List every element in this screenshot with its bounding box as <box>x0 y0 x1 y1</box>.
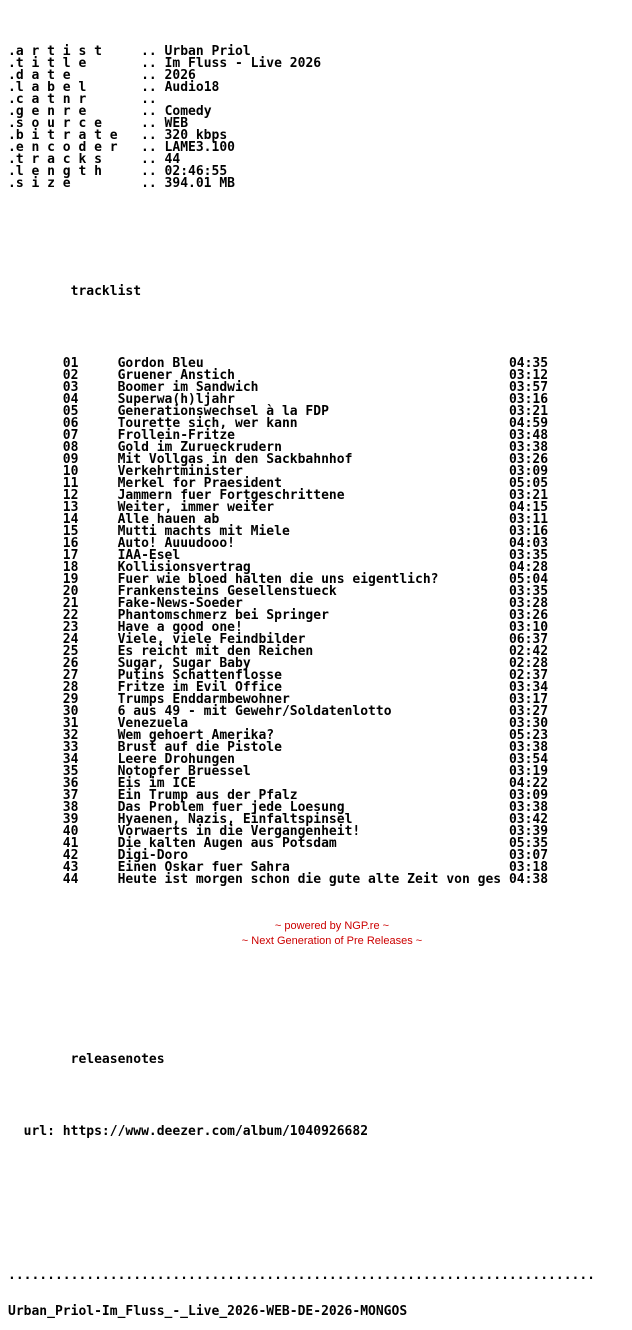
track-duration: 03:34 <box>508 680 549 695</box>
track-number: 44 <box>62 872 79 887</box>
track-number: 39 <box>62 812 79 827</box>
track-title: Putins Schattenflosse <box>117 668 282 683</box>
track-title: Vorwaerts in die Vergangenheit! <box>117 824 361 839</box>
track-number: 27 <box>62 668 79 683</box>
info-key: .e n c o d e r <box>8 140 118 155</box>
info-key: .c a t n r <box>8 92 87 107</box>
info-value: LAME3.100 <box>164 140 235 155</box>
track-duration: 03:16 <box>508 392 549 407</box>
track-title: Sugar, Sugar Baby <box>117 656 251 671</box>
track-duration: 02:42 <box>508 644 549 659</box>
info-row: .l a b e l .. Audio18 <box>8 80 220 95</box>
track-title: Merkel for Praesident <box>117 476 282 491</box>
track-duration: 03:07 <box>508 848 549 863</box>
track-duration: 03:57 <box>508 380 549 395</box>
info-row: .a r t i s t .. Urban Priol <box>8 44 251 59</box>
track-title: Jammern fuer Fortgeschrittene <box>117 488 345 503</box>
track-title: Auto! Auuudooo! <box>117 536 235 551</box>
info-value: WEB <box>164 116 189 131</box>
track-number: 13 <box>62 500 79 515</box>
track-number: 32 <box>62 728 79 743</box>
track-title: Verkehrtminister <box>117 464 243 479</box>
track-duration: 03:11 <box>508 512 549 527</box>
track-number: 33 <box>62 740 79 755</box>
info-row: .s i z e .. 394.01 MB <box>8 176 235 191</box>
track-duration: 03:18 <box>508 860 549 875</box>
info-key: .d a t e <box>8 68 71 83</box>
track-title: Fritze im Evil Office <box>117 680 282 695</box>
separator-line: ........................................................................... <box>8 1268 595 1283</box>
track-title: Weiter, immer weiter <box>117 500 275 515</box>
track-number: 36 <box>62 776 79 791</box>
track-number: 05 <box>62 404 79 419</box>
info-value: 2026 <box>164 68 196 83</box>
track-duration: 04:22 <box>508 776 549 791</box>
track-title: Viele, viele Feindbilder <box>117 632 306 647</box>
track-title: Generationswechsel à la FDP <box>117 404 329 419</box>
track-number: 08 <box>62 440 79 455</box>
track-number: 06 <box>62 416 79 431</box>
track-title: Fuer wie bloed halten die uns eigentlich? <box>117 572 439 587</box>
track-title: Es reicht mit den Reichen <box>117 644 314 659</box>
track-title: Kollisionsvertrag <box>117 560 251 575</box>
track-number: 03 <box>62 380 79 395</box>
track-number: 28 <box>62 680 79 695</box>
footer-tagline: ~ Next Generation of Pre Releases ~ <box>241 935 423 947</box>
track-duration: 03:09 <box>508 788 549 803</box>
info-value: Im Fluss - Live 2026 <box>164 56 322 71</box>
track-duration: 06:37 <box>508 632 549 647</box>
track-number: 42 <box>62 848 79 863</box>
track-duration: 03:10 <box>508 620 549 635</box>
releasenotes-heading: releasenotes <box>70 1052 165 1067</box>
track-duration: 04:03 <box>508 536 549 551</box>
track-duration: 05:05 <box>508 476 549 491</box>
track-number: 26 <box>62 656 79 671</box>
release-info-block <box>8 46 595 190</box>
track-duration: 03:12 <box>508 368 549 383</box>
track-number: 21 <box>62 596 79 611</box>
track-title: Fake-News-Soeder <box>117 596 243 611</box>
track-title: Gold im Zurueckrudern <box>117 440 282 455</box>
url-link[interactable]: https://www.deezer.com/album/1040926682 <box>62 1124 369 1139</box>
track-duration: 03:19 <box>508 764 549 779</box>
track-number: 14 <box>62 512 79 527</box>
track-duration: 02:37 <box>508 668 549 683</box>
track-number: 01 <box>62 356 79 371</box>
track-duration: 03:09 <box>508 464 549 479</box>
track-number: 24 <box>62 632 79 647</box>
tracklist-heading: tracklist <box>70 284 142 299</box>
info-key: .t i t l e <box>8 56 87 71</box>
track-title: Mit Vollgas in den Sackbahnhof <box>117 452 353 467</box>
info-row: .d a t e .. 2026 <box>8 68 196 83</box>
track-duration: 03:16 <box>508 524 549 539</box>
track-title: Eis im ICE <box>117 776 196 791</box>
info-key: .g e n r e <box>8 104 87 119</box>
track-duration: 03:39 <box>508 824 549 839</box>
info-value: Urban Priol <box>164 44 251 59</box>
track-title: Have a good one! <box>117 620 243 635</box>
track-number: 18 <box>62 560 79 575</box>
track-title: Digi-Doro <box>117 848 189 863</box>
info-value: Comedy <box>164 104 212 119</box>
track-number: 04 <box>62 392 79 407</box>
track-duration: 03:28 <box>508 596 549 611</box>
track-title: Boomer im Sandwich <box>117 380 259 395</box>
track-number: 10 <box>62 464 79 479</box>
track-title: IAA-Esel <box>117 548 181 563</box>
info-row: .g e n r e .. Comedy <box>8 104 212 119</box>
track-duration: 04:28 <box>508 560 549 575</box>
track-number: 37 <box>62 788 79 803</box>
track-title: Trumps Enddarmbewohner <box>117 692 290 707</box>
info-key: .a r t i s t <box>8 44 102 59</box>
track-number: 41 <box>62 836 79 851</box>
track-duration: 03:42 <box>508 812 549 827</box>
track-title: Leere Drohungen <box>117 752 235 767</box>
track-number: 35 <box>62 764 79 779</box>
track-title: Brust auf die Pistole <box>117 740 282 755</box>
track-number: 02 <box>62 368 79 383</box>
track-duration: 04:38 <box>508 872 549 887</box>
info-key: .l a b e l <box>8 80 87 95</box>
track-number: 25 <box>62 644 79 659</box>
track-duration: 03:38 <box>508 800 549 815</box>
track-duration: 04:35 <box>508 356 549 371</box>
info-row: .l e n g t h .. 02:46:55 <box>8 164 228 179</box>
track-duration: 03:26 <box>508 608 549 623</box>
track-duration: 04:59 <box>508 416 549 431</box>
info-key: .t r a c k s <box>8 152 102 167</box>
track-duration: 03:54 <box>508 752 549 767</box>
track-number: 09 <box>62 452 79 467</box>
track-number: 43 <box>62 860 79 875</box>
track-duration: 03:38 <box>508 440 549 455</box>
track-duration: 03:26 <box>508 452 549 467</box>
track-title: Frankensteins Gesellenstueck <box>117 584 337 599</box>
track-title: Phantomschmerz bei Springer <box>117 608 329 623</box>
tracklist <box>8 358 595 886</box>
info-row: .c a t n r .. <box>8 92 165 107</box>
track-title: Tourette sich, wer kann <box>117 416 298 431</box>
track-duration: 03:35 <box>508 548 549 563</box>
track-row <box>8 874 595 886</box>
track-title: Hyaenen, Nazis, Einfaltspinsel <box>117 812 353 827</box>
release-name: Urban_Priol-Im_Fluss_-_Live_2026-WEB-DE-2026-MONGOS <box>8 1304 408 1319</box>
track-title: Wem gehoert Amerika? <box>117 728 275 743</box>
track-title: Das Problem fuer jede Loesung <box>117 800 345 815</box>
track-title: Gordon Bleu <box>117 356 204 371</box>
track-number: 22 <box>62 608 79 623</box>
track-number: 38 <box>62 800 79 815</box>
info-value: Audio18 <box>164 80 220 95</box>
track-duration: 05:04 <box>508 572 549 587</box>
info-value: 394.01 MB <box>164 176 235 191</box>
info-key: .s i z e <box>8 176 71 191</box>
nfo-text <box>8 22 595 1330</box>
info-value: 44 <box>164 152 181 167</box>
track-title: Frollein-Fritze <box>117 428 235 443</box>
track-title: Mutti machts mit Miele <box>117 524 290 539</box>
track-duration: 02:28 <box>508 656 549 671</box>
track-duration: 03:30 <box>508 716 549 731</box>
track-number: 34 <box>62 752 79 767</box>
track-number: 30 <box>62 704 79 719</box>
track-number: 40 <box>62 824 79 839</box>
url-label: url: <box>23 1124 55 1139</box>
track-duration: 03:21 <box>508 404 549 419</box>
track-duration: 03:35 <box>508 584 549 599</box>
track-title: Notopfer Bruessel <box>117 764 251 779</box>
track-duration: 05:35 <box>508 836 549 851</box>
track-duration: 03:48 <box>508 428 549 443</box>
track-duration: 03:38 <box>508 740 549 755</box>
track-title: Alle hauen ab <box>117 512 220 527</box>
track-title: Einen Oskar fuer Sahra <box>117 860 290 875</box>
track-number: 20 <box>62 584 79 599</box>
track-number: 16 <box>62 536 79 551</box>
track-number: 12 <box>62 488 79 503</box>
info-row: .b i t r a t e .. 320 kbps <box>8 128 228 143</box>
track-title: Gruener Anstich <box>117 368 235 383</box>
info-key: .l e n g t h <box>8 164 102 179</box>
track-number: 11 <box>62 476 79 491</box>
track-title: 6 aus 49 - mit Gewehr/Soldatenlotto <box>117 704 392 719</box>
info-row: .s o u r c e .. WEB <box>8 116 189 131</box>
track-number: 23 <box>62 620 79 635</box>
track-duration: 03:21 <box>508 488 549 503</box>
info-row: .e n c o d e r .. LAME3.100 <box>8 140 235 155</box>
track-title: Venezuela <box>117 716 189 731</box>
releasenotes-heading-row <box>8 1054 595 1066</box>
track-title: Ein Trump aus der Pfalz <box>117 788 298 803</box>
track-number: 31 <box>62 716 79 731</box>
track-number: 29 <box>62 692 79 707</box>
track-title: Superwa(h)ljahr <box>117 392 235 407</box>
track-number: 07 <box>62 428 79 443</box>
info-row: .t r a c k s .. 44 <box>8 152 181 167</box>
footer-powered-by[interactable]: ~ powered by NGP.re ~ <box>274 920 390 932</box>
track-title: Heute ist morgen schon die gute alte Zeit von ges <box>117 872 502 887</box>
info-key: .s o u r c e <box>8 116 102 131</box>
info-value: 320 kbps <box>164 128 228 143</box>
track-duration: 05:23 <box>508 728 549 743</box>
track-title: Die kalten Augen aus Potsdam <box>117 836 337 851</box>
track-duration: 03:17 <box>508 692 549 707</box>
track-number: 17 <box>62 548 79 563</box>
track-number: 19 <box>62 572 79 587</box>
track-duration: 03:27 <box>508 704 549 719</box>
info-value: 02:46:55 <box>164 164 228 179</box>
track-duration: 04:15 <box>508 500 549 515</box>
info-row: .t i t l e .. Im Fluss - Live 2026 <box>8 56 322 71</box>
info-key: .b i t r a t e <box>8 128 118 143</box>
url-row <box>8 1126 595 1138</box>
tracklist-heading-row <box>8 286 595 298</box>
track-number: 15 <box>62 524 79 539</box>
